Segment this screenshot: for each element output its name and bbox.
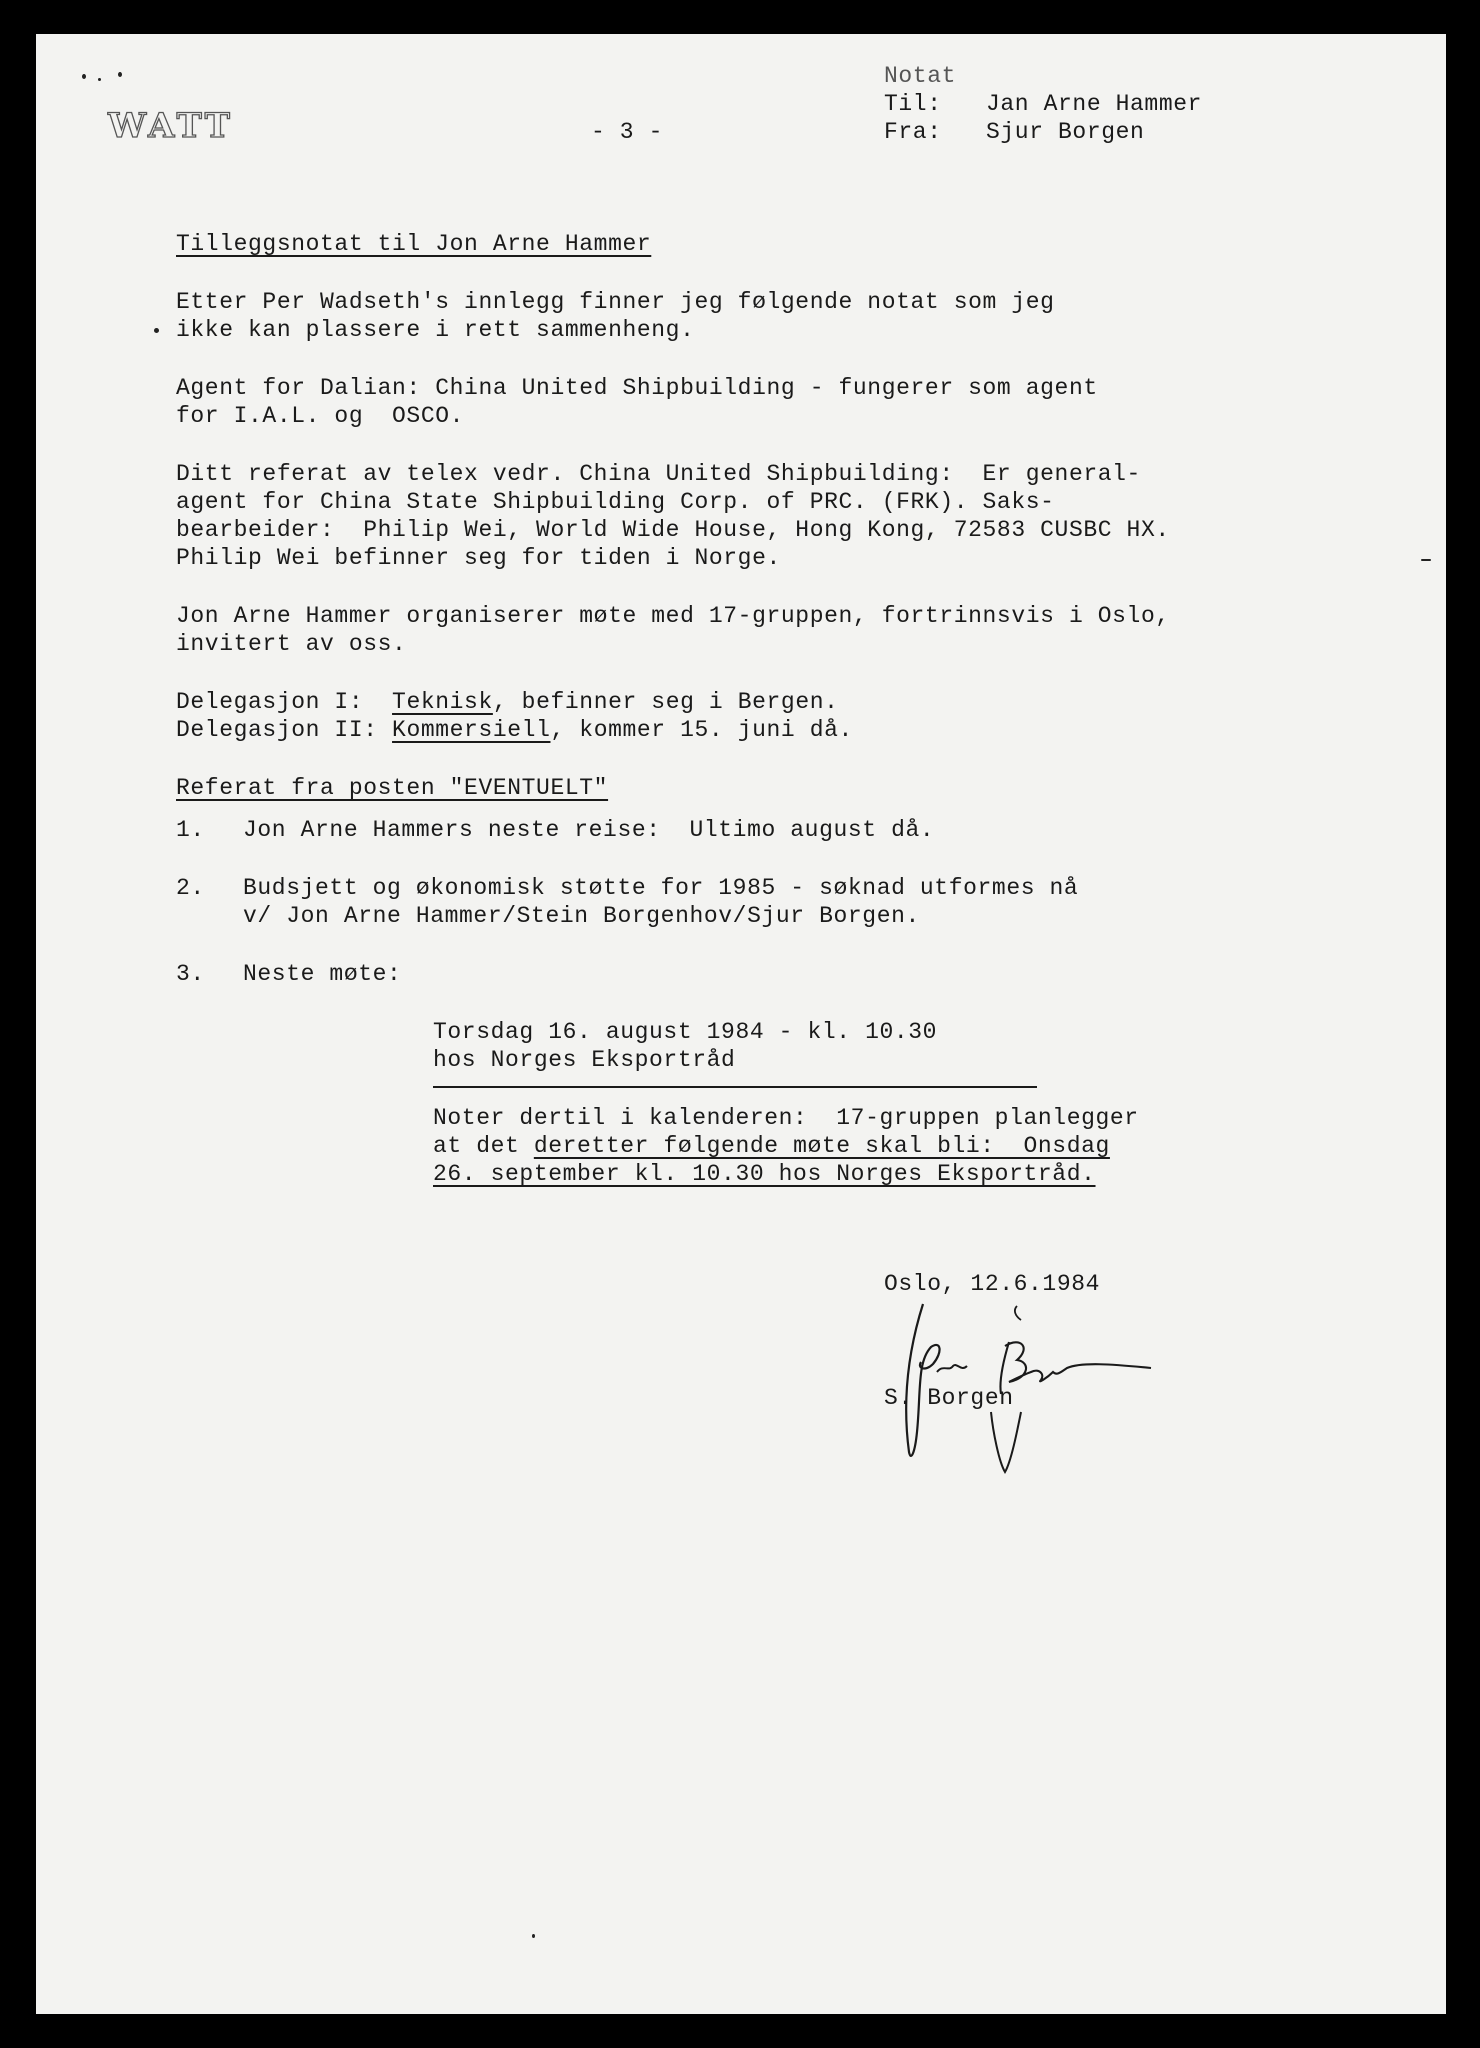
item-2-line-2: v/ Jon Arne Hammer/Stein Borgenhov/Sjur Borgen.	[243, 903, 920, 929]
delegation-1-label: Delegasjon I:	[176, 689, 393, 715]
item-2-line-1: Budsjett og økonomisk støtte for 1985 - søknad utformes nå	[243, 875, 1079, 901]
ink-speck	[98, 78, 101, 81]
note-heading: Tilleggsnotat til Jon Arne Hammer	[176, 231, 652, 257]
separator-line	[433, 1086, 1037, 1088]
signature-stroke	[1015, 1306, 1021, 1320]
paragraph-3-line-2: agent for China State Shipbuilding Corp. of PRC. (FRK). Saks-	[176, 489, 1055, 515]
signature-stroke	[937, 1365, 967, 1372]
paragraph-3-line-3: bearbeider: Philip Wei, World Wide House, Hong Kong, 72583 CUSBC HX.	[176, 517, 1170, 543]
page-number: - 3 -	[591, 119, 664, 145]
eventuelt-heading: Referat fra posten "EVENTUELT"	[176, 775, 609, 801]
meeting-line-2: hos Norges Eksportråd	[433, 1047, 736, 1073]
margin-bullet	[154, 328, 159, 333]
delegation-1-type: Teknisk	[392, 689, 493, 715]
paragraph-4-line-2: invitert av oss.	[176, 631, 407, 657]
place-date: Oslo, 12.6.1984	[884, 1271, 1101, 1297]
note-line-2-start: at det	[433, 1133, 534, 1159]
ink-speck	[82, 74, 86, 79]
delegation-2-label: Delegasjon II:	[176, 717, 393, 743]
to-name: Jan Arne Hammer	[986, 91, 1203, 117]
delegation-2-rest: , kommer 15. juni då.	[550, 717, 853, 743]
paragraph-3-line-4: Philip Wei befinner seg for tiden i Norge.	[176, 545, 781, 571]
paragraph-1-line-2: ikke kan plassere i rett sammenheng.	[176, 317, 695, 343]
item-1-number: 1.	[176, 817, 205, 843]
from-name: Sjur Borgen	[986, 119, 1145, 145]
signature-stroke	[991, 1412, 1021, 1472]
document-page	[36, 34, 1446, 2014]
note-line-2-underlined: deretter følgende møte skal bli: Onsdag	[533, 1133, 1110, 1159]
item-1-text: Jon Arne Hammers neste reise: Ultimo august då.	[243, 817, 935, 843]
delegation-2	[176, 716, 853, 744]
meeting-line-1: Torsdag 16. august 1984 - kl. 10.30	[433, 1019, 938, 1045]
ink-speck	[118, 72, 122, 77]
ink-speck	[532, 1934, 535, 1938]
handwritten-signature	[881, 1302, 1201, 1482]
note-line-2	[433, 1132, 1110, 1160]
paragraph-1-line-1: Etter Per Wadseth's innlegg finner jeg følgende notat som jeg	[176, 289, 1055, 315]
paragraph-4-line-1: Jon Arne Hammer organiserer møte med 17-gruppen, fortrinnsvis i Oslo,	[176, 603, 1170, 629]
signature-stroke	[906, 1304, 939, 1456]
signed-name: S. Borgen	[884, 1385, 1014, 1411]
item-2-number: 2.	[176, 875, 205, 901]
paragraph-2-line-2: for I.A.L. og OSCO.	[176, 403, 465, 429]
paragraph-3-line-1: Ditt referat av telex vedr. China United Shipbuilding: Er general-	[176, 461, 1141, 487]
item-3-text: Neste møte:	[243, 961, 402, 987]
note-line-3: 26. september kl. 10.30 hos Norges Eksportråd.	[433, 1161, 1096, 1187]
company-logo: WATT	[108, 106, 234, 146]
ink-speck	[1421, 559, 1431, 561]
delegation-1	[176, 688, 839, 716]
item-3-number: 3.	[176, 961, 205, 987]
paragraph-2-line-1: Agent for Dalian: China United Shipbuilding - fungerer som agent	[176, 375, 1098, 401]
from-label: Fra:	[884, 119, 942, 145]
delegation-1-rest: , befinner seg i Bergen.	[492, 689, 839, 715]
note-line-1: Noter dertil i kalenderen: 17-gruppen planlegger	[433, 1105, 1139, 1131]
delegation-2-type: Kommersiell	[392, 717, 551, 743]
signature-stroke	[1000, 1342, 1151, 1394]
doc-type: Notat	[884, 63, 957, 89]
to-label: Til:	[884, 91, 942, 117]
